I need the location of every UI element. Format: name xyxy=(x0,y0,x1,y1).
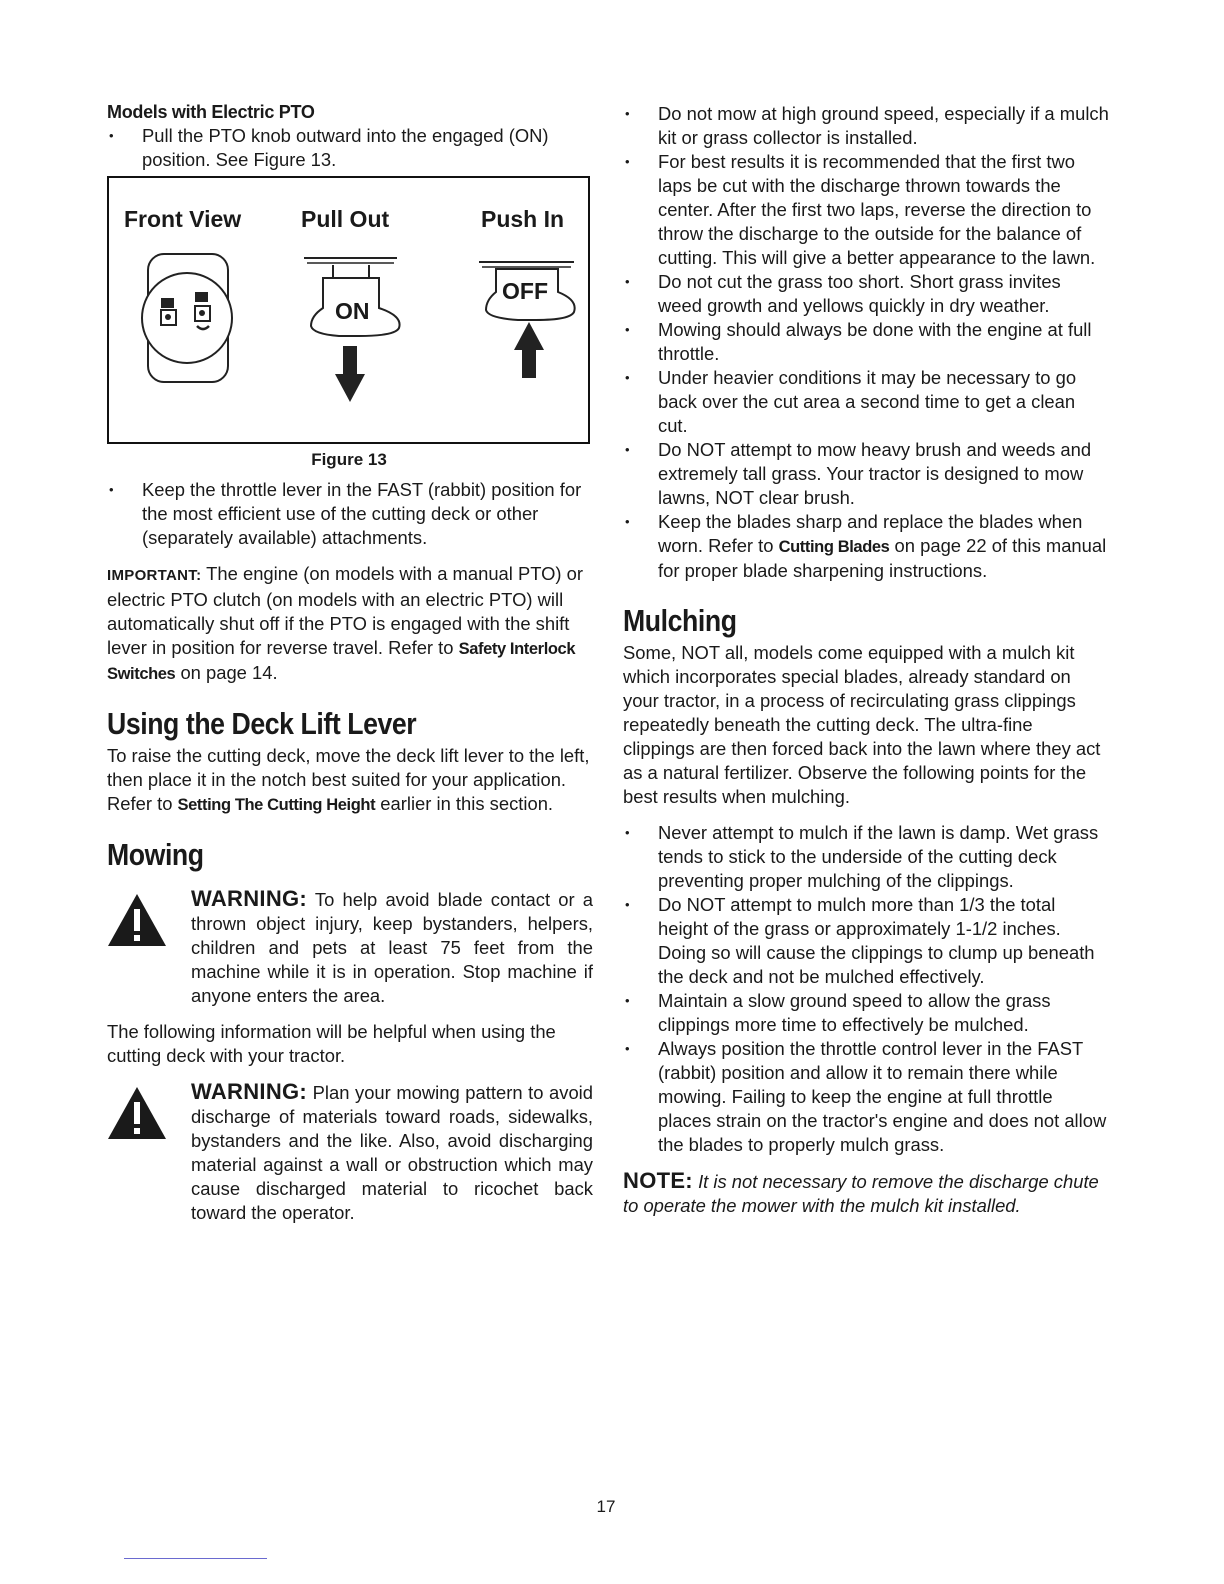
mulching-intro: Some, NOT all, models come equipped with a mulch kit which incorporates special blades, already standard on your tractor, in a process of recirculating grass clippings repeatedly beneath the cutting deck. The ultra-fine clippings are then forced back into the lawn where they act as a natural fertilizer. Observe the following points for the best results when mulching. xyxy=(623,642,1101,807)
page-number: 17 xyxy=(596,1497,616,1516)
list-item: • For best results it is recommended that the first two laps be cut with the discharge thrown towards the center. After the first two laps, reverse the direction to throw the discharge to the outside for the balance of cutting. This will give a better appearance to the lawn. xyxy=(623,150,1109,270)
list-item: • Keep the blades sharp and replace the blades when worn. Refer to Cutting Blades on page 22 of this manual for proper blade sharpening instructions. xyxy=(623,510,1109,583)
cutting-blades-link: Cutting Blades xyxy=(778,538,890,556)
cutting-height-link: Setting The Cutting Height xyxy=(177,796,376,814)
figure-label-pull-out: Pull Out xyxy=(301,206,390,232)
note-paragraph: NOTE: It is not necessary to remove the discharge chute to operate the mower with the mulch kit installed. xyxy=(623,1168,1099,1216)
list-item: • Pull the PTO knob outward into the engaged (ON) position. See Figure 13. xyxy=(107,124,593,172)
list-item: • Under heavier conditions it may be necessary to go back over the cut area a second time to get a clean cut. xyxy=(623,366,1109,438)
list-item: • Maintain a slow ground speed to allow the grass clippings more time to effectively be mulched. xyxy=(623,989,1109,1037)
list-item: • Keep the throttle lever in the FAST (rabbit) position for the most efficient use of the cutting deck or other (separately available) attachments. xyxy=(107,478,593,550)
pull-out-knob-icon xyxy=(299,252,409,412)
important-label: IMPORTANT: xyxy=(107,567,202,584)
knob-on-label: ON xyxy=(335,298,370,324)
mulching-heading: Mulching xyxy=(623,603,737,638)
list-item: • Always position the throttle control lever in the FAST (rabbit) position and allow it to remain there while mowing. Failing to keep the engine at full throttle places strain on the tractor's engine and does not allow the blades to properly mulch grass. xyxy=(623,1037,1109,1157)
deck-lift-heading: Using the Deck Lift Lever xyxy=(107,706,417,741)
figure-label-front-view: Front View xyxy=(124,206,242,232)
figure-label-push-in: Push In xyxy=(481,206,565,232)
deck-lift-paragraph: To raise the cutting deck, move the deck lift lever to the left, then place it in the notch best suited for your application. Refer to Setting The Cutting Height earlier in this section. xyxy=(107,745,590,814)
warning-triangle-icon xyxy=(107,893,167,947)
list-item: • Do NOT attempt to mow heavy brush and weeds and extremely tall grass. Your tractor is designed to mow lawns, NOT clear brush. xyxy=(623,438,1109,510)
throttle-list xyxy=(107,478,593,550)
note-label: NOTE: xyxy=(623,1168,693,1193)
right-column xyxy=(623,98,1109,1218)
important-paragraph: IMPORTANT: The engine (on models with a manual PTO) or electric PTO clutch (on models with an electric PTO) will automatically shut off if the PTO is engaged with the shift lever in position for reverse travel. Refer to Safety Interlock Switches on page 14. xyxy=(107,563,584,683)
mowing-info-paragraph: The following information will be helpful when using the cutting deck with your tractor. xyxy=(107,1021,556,1066)
mulching-tips-list xyxy=(623,821,1109,1157)
electric-pto-heading: Models with Electric PTO xyxy=(107,102,315,122)
warning-label: WARNING: xyxy=(191,886,308,911)
push-in-knob-icon xyxy=(474,252,584,412)
warning-discharge: WARNING: Plan your mowing pattern to avoid discharge of materials toward roads, sidewalks, bystanders and the like. Also, avoid discharging material against a wall or obstruction which may cause discharged material to ricochet back toward the operator. xyxy=(107,1080,593,1225)
electric-pto-list xyxy=(107,124,593,172)
footer-rule xyxy=(124,1558,267,1559)
figure-13 xyxy=(107,176,590,444)
warning-triangle-icon xyxy=(107,1086,167,1140)
safety-interlock-link: Safety Interlock Switches xyxy=(107,640,576,683)
warning-blade-contact: WARNING: To help avoid blade contact or a thrown object injury, keep bystanders, helpers, children and pets at least 75 feet from the machine while it is in operation. Stop machine if anyone enters the area. xyxy=(107,887,593,1008)
mowing-tips-list xyxy=(623,102,1109,510)
warning-label: WARNING: xyxy=(191,1079,308,1104)
mowing-heading: Mowing xyxy=(107,837,204,872)
list-item: • Do not mow at high ground speed, especially if a mulch kit or grass collector is installed. xyxy=(623,102,1109,150)
knob-off-label: OFF xyxy=(502,278,548,304)
list-item: • Mowing should always be done with the engine at full throttle. xyxy=(623,318,1109,366)
figure-caption: Figure 13 xyxy=(311,450,387,469)
list-item: • Do NOT attempt to mulch more than 1/3 the total height of the grass or approximately 1-1/2 inches. Doing so will cause the clippings to clump up beneath the deck and not be mulched effectively. xyxy=(623,893,1109,989)
left-column xyxy=(107,98,593,1225)
front-view-knob-icon xyxy=(137,252,233,386)
blades-list xyxy=(623,510,1109,583)
list-item: • Do not cut the grass too short. Short grass invites weed growth and yellows quickly in dry weather. xyxy=(623,270,1109,318)
list-item: • Never attempt to mulch if the lawn is damp. Wet grass tends to stick to the underside of the cutting deck preventing proper mulching of the clippings. xyxy=(623,821,1109,893)
